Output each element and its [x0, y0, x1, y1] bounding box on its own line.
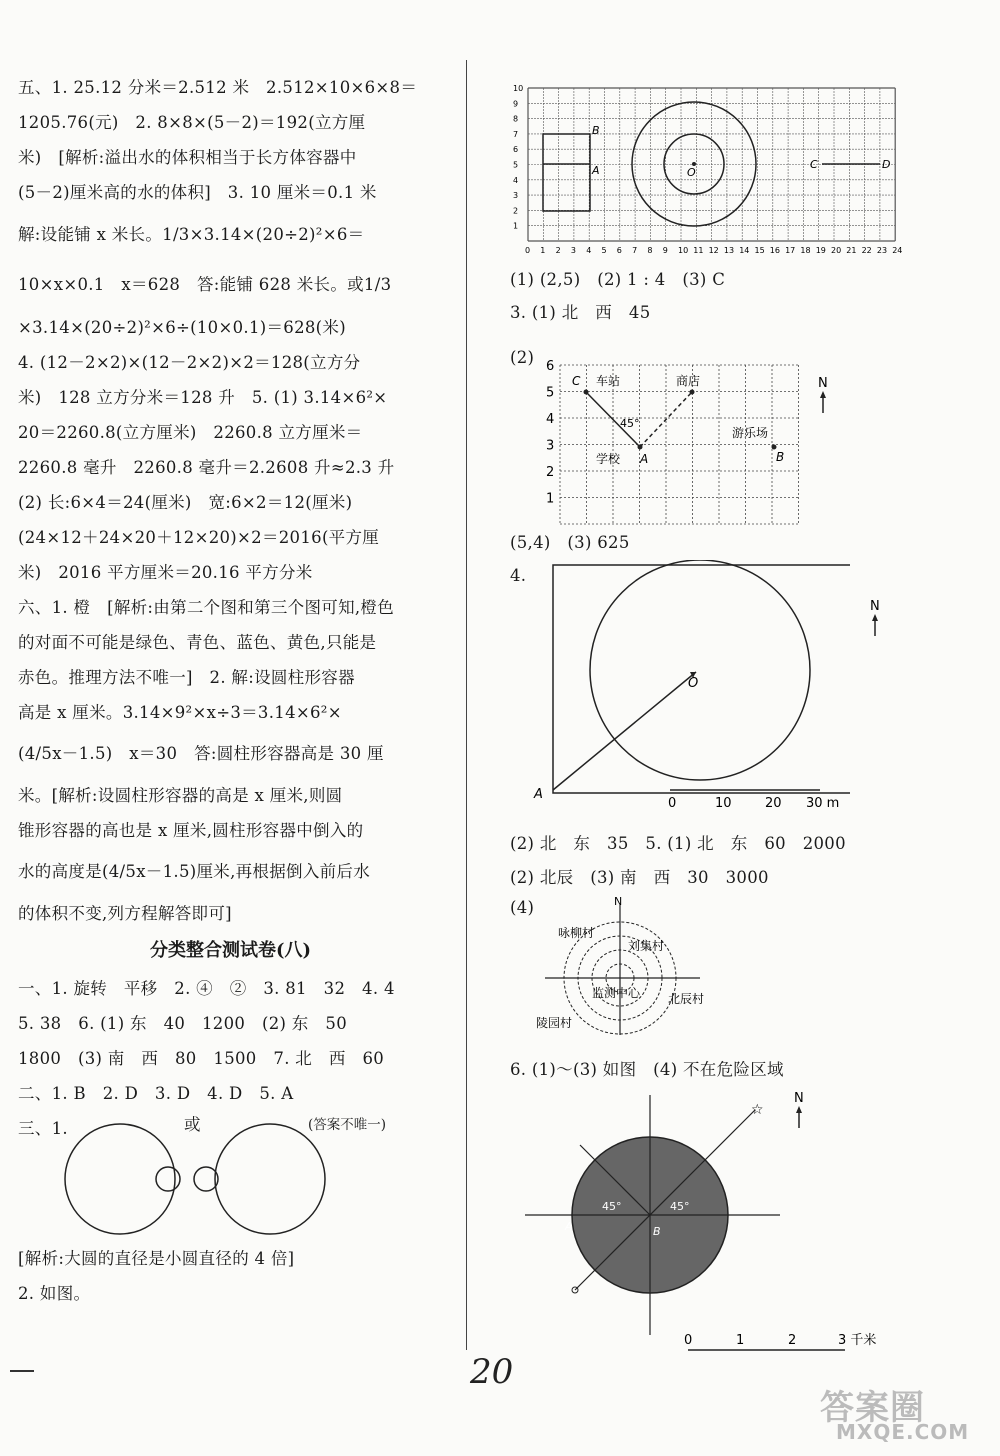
scale-20: 20	[765, 796, 782, 810]
text-line: 2260.8 毫升 2260.8 毫升＝2.2608 升≈2.3 升	[18, 458, 395, 477]
text-line: 六、1. 橙 [解析:由第二个图和第三个图可知,橙色	[18, 598, 395, 617]
text-line: 米) 2016 平方厘米＝20.16 平方分米	[18, 563, 313, 582]
label-c: C	[572, 374, 581, 388]
circles-figure	[58, 1121, 438, 1241]
point-a	[638, 445, 643, 450]
map-q4	[510, 560, 850, 814]
map-q3	[510, 348, 850, 534]
text-line: 2. 如图。	[18, 1284, 91, 1303]
text-line: 水的高度是(4/5x－1.5)厘米,再根据倒入前后水	[18, 862, 371, 881]
left-column	[18, 70, 443, 1311]
tick-label: 24	[892, 246, 903, 255]
circle-map-figure	[510, 560, 850, 810]
tick-label: 2	[555, 246, 561, 255]
line-ao	[553, 672, 699, 790]
tick-label: 4	[546, 412, 555, 427]
label-b: B	[776, 450, 785, 464]
rectangle	[543, 134, 590, 211]
angle-label: 45°	[620, 417, 640, 430]
label-b: B	[653, 1225, 661, 1238]
tick-label: 12	[708, 246, 719, 255]
text-line: 解:设能铺 x 米长。1/3×3.14×(20÷2)²×6＝	[18, 225, 365, 244]
north-label: N	[870, 599, 880, 614]
north-head	[820, 391, 826, 398]
north-arrow	[812, 375, 836, 415]
tick-label: 1	[546, 491, 555, 507]
text-line: 的对面不可能是绿色、青色、蓝色、黄色,只能是	[18, 633, 377, 652]
text-line: (2) 北 东 35 5. (1) 北 东 60 2000	[510, 834, 846, 853]
text-line: (2) 长:6×4＝24(厘米) 宽:6×2＝12(厘米)	[18, 493, 353, 512]
point-c	[584, 390, 589, 395]
text-line: ×3.14×(20÷2)²×6÷(10×0.1)＝628(米)	[18, 318, 346, 337]
tick-label: 19	[815, 246, 826, 255]
watermark: 答案圈	[820, 1388, 925, 1428]
label-a: A	[534, 787, 543, 802]
text-line: (5－2)厘米高的水的体积] 3. 10 厘米＝0.1 米	[18, 183, 377, 202]
tick-label: 22	[861, 246, 872, 255]
text-line: 五、1. 25.12 分米＝2.512 米 2.512×10×6×8＝	[18, 78, 418, 97]
tick-label: 3	[513, 191, 519, 201]
tick-label: 7	[513, 129, 519, 139]
village-label: 咏柳村	[558, 926, 595, 940]
danger-figure	[520, 1090, 800, 1340]
text-line: 锥形容器的高也是 x 厘米,圆柱形容器中倒入的	[18, 821, 364, 840]
tick-label: 3	[570, 246, 576, 255]
label-b: B	[592, 124, 600, 137]
north-head	[796, 1106, 802, 1113]
range-circle	[590, 560, 810, 780]
label: (2)	[510, 348, 535, 367]
scale-0: 0	[668, 796, 677, 810]
circles-answer	[18, 1111, 443, 1241]
tick-label: 10	[513, 84, 524, 93]
tick-label: 3	[546, 438, 555, 454]
not-unique-note: (答案不唯一)	[308, 1117, 387, 1133]
coordinate-grid	[510, 78, 910, 267]
text-line: (24×12＋24×20＋12×20)×2＝2016(平方厘	[18, 528, 380, 547]
scale-30: 30 m	[806, 796, 840, 810]
text-line: 高是 x 厘米。3.14×9²×x÷3＝3.14×6²×	[18, 703, 342, 722]
tick-label: 13	[723, 246, 735, 255]
tick-label: 5	[513, 160, 519, 170]
park-label: 游乐场	[732, 426, 769, 440]
shop-label: 商店	[676, 374, 701, 388]
section-title: 分类整合测试卷(八)	[149, 940, 312, 961]
text-line: 4. (12－2×2)×(12－2×2)×2＝128(立方分	[18, 353, 361, 372]
text-line: 三、1.	[18, 1119, 68, 1138]
tick-label: 6	[513, 145, 519, 155]
north-head	[872, 614, 878, 621]
village-label: 陵园村	[536, 1016, 573, 1030]
tick-label: 23	[876, 246, 888, 255]
map-grid	[546, 359, 803, 530]
text-line: [解析:大圆的直径是小圆直径的 4 倍]	[18, 1249, 295, 1268]
tick-label: 4	[513, 175, 519, 185]
scale-0: 0	[684, 1333, 693, 1348]
text-line: 3. (1) 北 西 45	[510, 303, 651, 322]
label-a: A	[592, 164, 600, 177]
scale-1: 1	[736, 1333, 745, 1348]
tick-label: 15	[754, 246, 765, 255]
text-line: 赤色。推理方法不唯一] 2. 解:设圆柱形容器	[18, 668, 355, 687]
map-figure	[510, 355, 850, 530]
watermark-url: MXQE.COM	[836, 1420, 970, 1444]
danger-map	[520, 1090, 800, 1344]
villages-figure	[510, 895, 750, 1045]
scale-bar	[680, 1328, 890, 1358]
north-label: N	[614, 895, 623, 908]
column-divider	[466, 60, 467, 1350]
station-label: 车站	[596, 374, 621, 388]
villages-map	[510, 895, 750, 1049]
text-line: (2) 北辰 (3) 南 西 30 3000	[510, 868, 769, 887]
text-line: (4/5x－1.5) x＝30 答:圆柱形容器高是 30 厘	[18, 744, 384, 763]
scale-3: 3 千米	[838, 1333, 877, 1348]
text-line: 5. 38 6. (1) 东 40 1200 (2) 东 50	[18, 1014, 347, 1033]
tick-label: 7	[632, 246, 638, 255]
text-line: 的体积不变,列方程解答即可]	[18, 904, 232, 923]
tick-label: 20	[831, 246, 842, 255]
page-number: 20	[470, 1352, 514, 1392]
text-line: 10×x×0.1 x＝628 答:能铺 628 米长。或1/3	[18, 275, 392, 294]
text-line: (1) (2,5) (2) 1 : 4 (3) C	[510, 270, 726, 289]
text-line: 1800 (3) 南 西 80 1500 7. 北 西 60	[18, 1049, 385, 1068]
school-label: 学校	[596, 452, 621, 466]
label-a: A	[565, 1220, 573, 1233]
tick-label: 8	[513, 114, 519, 124]
label-a: A	[640, 452, 649, 466]
label-d: D	[882, 158, 891, 171]
angle-label: 45°	[602, 1200, 622, 1213]
tick-label: 9	[662, 246, 668, 255]
margin-mark	[10, 1370, 34, 1372]
text-line: 20＝2260.8(立方厘米) 2260.8 立方厘米＝	[18, 423, 363, 442]
text-line: 米) 128 立方分米＝128 升 5. (1) 3.14×6²×	[18, 388, 388, 407]
tick-label: 21	[846, 246, 857, 255]
map-frame	[553, 565, 850, 793]
scale-2: 2	[788, 1333, 797, 1348]
big-circle	[65, 1124, 175, 1234]
tick-label: 0	[525, 246, 531, 255]
tick-label: 18	[800, 246, 811, 255]
tick-label: 1	[540, 246, 546, 255]
tick-label: 5	[601, 246, 607, 255]
small-circle	[156, 1167, 180, 1191]
star-icon: ☆	[751, 1102, 764, 1118]
point-b	[772, 445, 777, 450]
center-label: 监测中心	[592, 986, 641, 1000]
point-shop	[690, 390, 695, 395]
text-line: 二、1. B 2. D 3. D 4. D 5. A	[18, 1084, 294, 1103]
text-line: (5,4) (3) 625	[510, 533, 630, 552]
village-label: 北辰村	[668, 992, 705, 1006]
north-arrow	[788, 1090, 812, 1130]
tick-label: 2	[546, 465, 555, 480]
or-label: 或	[184, 1115, 201, 1134]
label-o: O	[687, 166, 696, 179]
village-label: 刘集村	[628, 939, 665, 953]
text-line: 一、1. 旋转 平移 2. ④ ② 3. 81 32 4. 4	[18, 979, 395, 998]
tick-label: 6	[546, 359, 555, 374]
tick-label: 6	[616, 246, 622, 255]
tick-label: 9	[513, 99, 519, 109]
label: 4.	[510, 566, 527, 585]
north-label: N	[818, 376, 828, 391]
grid-lines	[513, 84, 902, 255]
scale-10: 10	[715, 796, 732, 810]
label-c: C	[810, 158, 818, 171]
tick-label: 1	[513, 221, 519, 231]
text-line: 米。[解析:设圆柱形容器的高是 x 厘米,则圆	[18, 786, 343, 805]
label: (4)	[510, 898, 535, 917]
tick-label: 10	[678, 246, 689, 255]
tick-label: 4	[586, 246, 592, 255]
tick-label: 14	[739, 246, 750, 255]
north-arrow	[864, 598, 888, 638]
big-circle	[215, 1124, 325, 1234]
tick-label: 16	[769, 246, 780, 255]
tick-label: 11	[693, 246, 704, 255]
tick-label: 5	[546, 385, 555, 401]
tick-label: 8	[647, 246, 653, 255]
text-line: 米) [解析:溢出水的体积相当于长方体容器中	[18, 148, 357, 167]
grid-figure	[510, 78, 910, 263]
label-o: O	[688, 676, 699, 691]
text-line: 6. (1)～(3) 如图 (4) 不在危险区域	[510, 1060, 784, 1079]
text-line: 1205.76(元) 2. 8×8×(5－2)＝192(立方厘	[18, 113, 366, 132]
north-label: N	[794, 1091, 804, 1106]
angle-label: 45°	[670, 1200, 690, 1213]
tick-label: 2	[513, 206, 519, 216]
tick-label: 17	[785, 246, 796, 255]
